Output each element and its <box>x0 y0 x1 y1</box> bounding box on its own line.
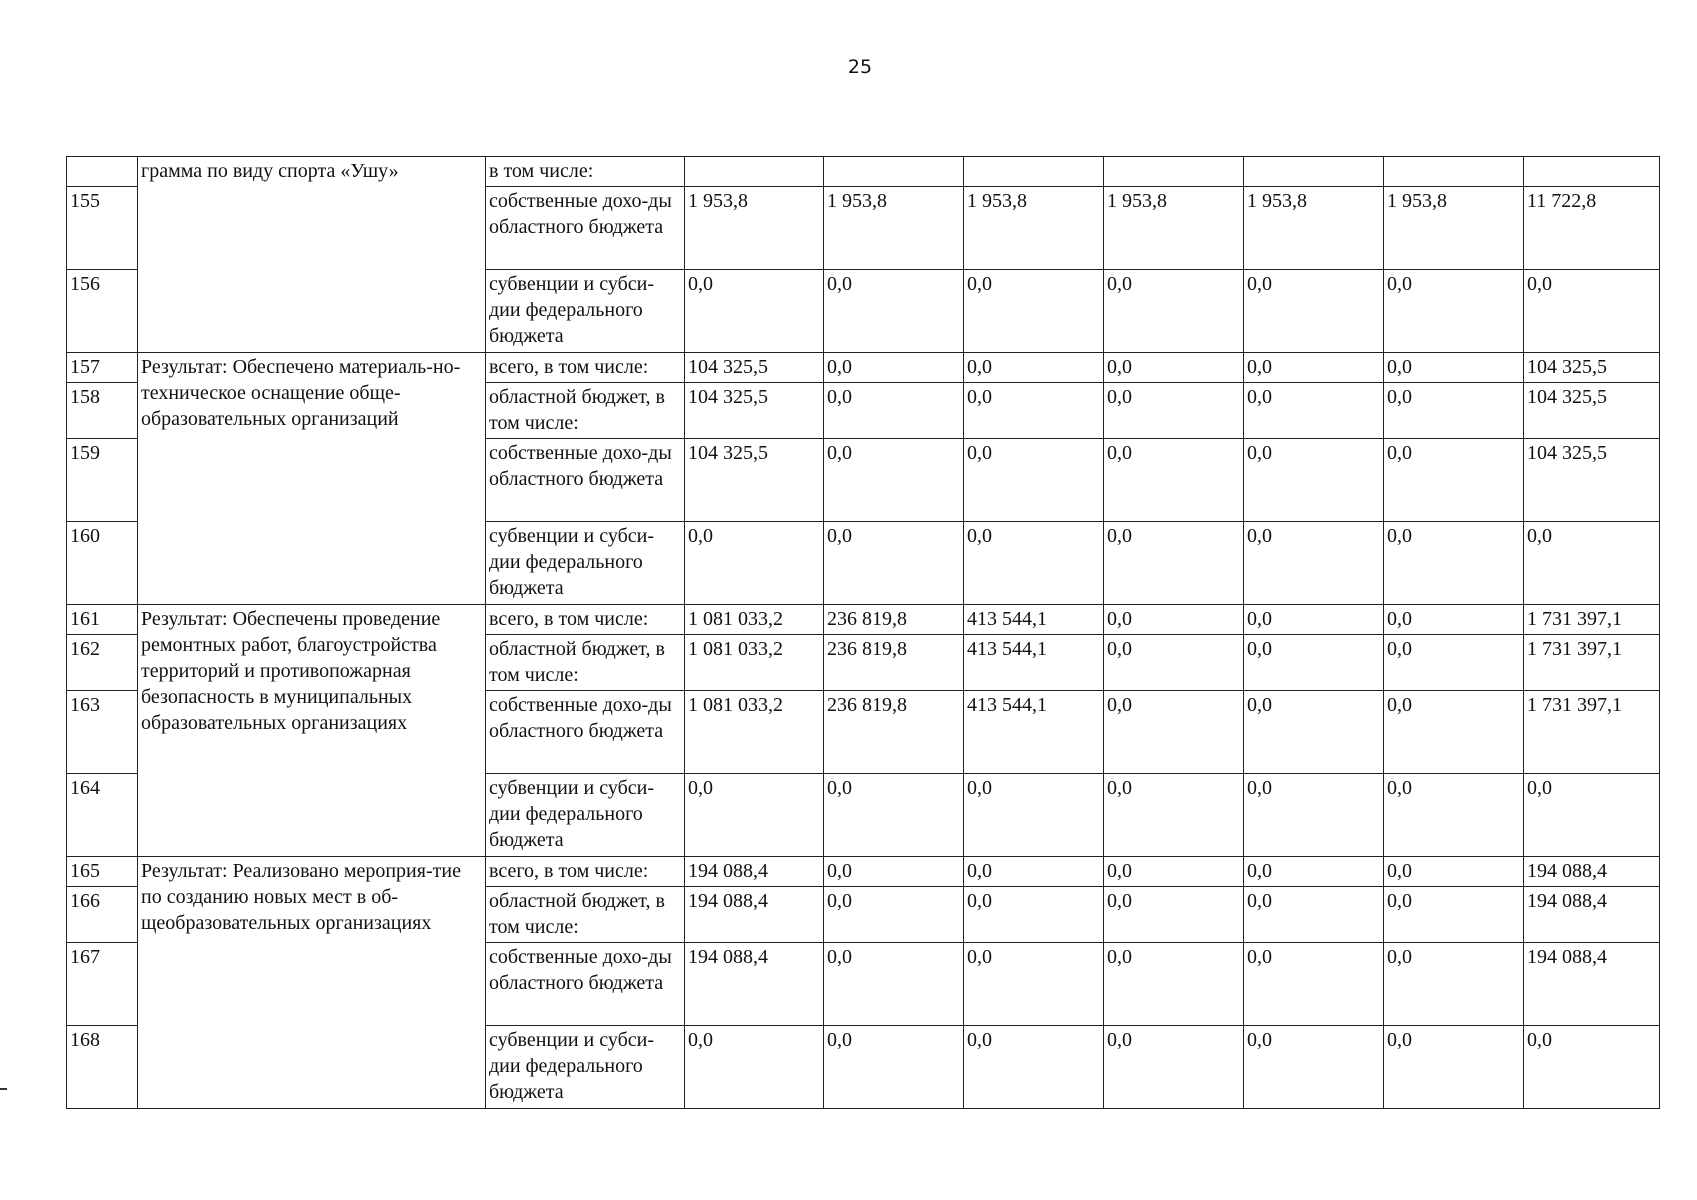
amount-cell: 0,0 <box>1104 691 1244 774</box>
total-amount-cell: 1 731 397,1 <box>1524 635 1660 691</box>
amount-cell: 0,0 <box>1384 353 1524 383</box>
row-number-cell: 164 <box>67 774 138 857</box>
amount-cell <box>964 157 1104 187</box>
amount-cell: 0,0 <box>685 522 824 605</box>
funding-source-cell: собственные дохо-ды областного бюджета <box>486 691 685 774</box>
amount-cell: 0,0 <box>964 943 1104 1026</box>
total-amount-cell <box>1524 157 1660 187</box>
funding-source-cell: областной бюджет, в том числе: <box>486 383 685 439</box>
amount-cell: 0,0 <box>1384 605 1524 635</box>
table-row <box>67 353 1660 383</box>
amount-cell: 0,0 <box>1244 943 1384 1026</box>
amount-cell <box>1244 157 1384 187</box>
amount-cell: 0,0 <box>964 383 1104 439</box>
row-number-cell: 161 <box>67 605 138 635</box>
row-number-cell: 166 <box>67 887 138 943</box>
total-amount-cell: 194 088,4 <box>1524 887 1660 943</box>
funding-source-cell: субвенции и субси-дии федерального бюджета <box>486 1026 685 1109</box>
amount-cell: 413 544,1 <box>964 691 1104 774</box>
amount-cell: 0,0 <box>824 857 964 887</box>
total-amount-cell: 104 325,5 <box>1524 353 1660 383</box>
amount-cell: 0,0 <box>1104 887 1244 943</box>
amount-cell: 1 081 033,2 <box>685 691 824 774</box>
table-row <box>67 605 1660 635</box>
amount-cell: 0,0 <box>1384 774 1524 857</box>
total-amount-cell: 0,0 <box>1524 774 1660 857</box>
amount-cell: 0,0 <box>1244 605 1384 635</box>
amount-cell: 0,0 <box>1384 635 1524 691</box>
amount-cell: 413 544,1 <box>964 605 1104 635</box>
amount-cell: 0,0 <box>1384 1026 1524 1109</box>
amount-cell: 0,0 <box>964 857 1104 887</box>
amount-cell: 0,0 <box>1244 439 1384 522</box>
amount-cell: 0,0 <box>1384 691 1524 774</box>
amount-cell: 0,0 <box>1384 439 1524 522</box>
row-number-cell: 163 <box>67 691 138 774</box>
row-number-cell: 157 <box>67 353 138 383</box>
amount-cell: 0,0 <box>685 1026 824 1109</box>
amount-cell: 0,0 <box>1104 353 1244 383</box>
amount-cell: 1 953,8 <box>1244 187 1384 270</box>
row-number-cell <box>67 157 138 187</box>
amount-cell: 0,0 <box>824 774 964 857</box>
total-amount-cell: 11 722,8 <box>1524 187 1660 270</box>
amount-cell <box>1104 157 1244 187</box>
amount-cell: 0,0 <box>1244 353 1384 383</box>
amount-cell: 0,0 <box>1244 774 1384 857</box>
amount-cell: 194 088,4 <box>685 857 824 887</box>
amount-cell: 0,0 <box>1104 857 1244 887</box>
amount-cell: 0,0 <box>1384 383 1524 439</box>
amount-cell: 0,0 <box>685 774 824 857</box>
amount-cell: 194 088,4 <box>685 887 824 943</box>
amount-cell: 0,0 <box>1384 943 1524 1026</box>
amount-cell: 0,0 <box>1244 887 1384 943</box>
amount-cell: 0,0 <box>1384 270 1524 353</box>
amount-cell: 104 325,5 <box>685 383 824 439</box>
amount-cell: 236 819,8 <box>824 635 964 691</box>
amount-cell: 0,0 <box>1244 383 1384 439</box>
funding-source-cell: областной бюджет, в том числе: <box>486 635 685 691</box>
amount-cell: 236 819,8 <box>824 691 964 774</box>
amount-cell: 413 544,1 <box>964 635 1104 691</box>
amount-cell: 0,0 <box>685 270 824 353</box>
amount-cell: 0,0 <box>1244 1026 1384 1109</box>
amount-cell: 0,0 <box>824 887 964 943</box>
result-description-cell: Результат: Обеспечено материаль-но-техническое оснащение обще-образовательных организаций <box>138 353 486 605</box>
amount-cell: 0,0 <box>1244 691 1384 774</box>
table-row <box>67 857 1660 887</box>
amount-cell: 0,0 <box>824 522 964 605</box>
amount-cell: 0,0 <box>964 1026 1104 1109</box>
amount-cell: 1 953,8 <box>1384 187 1524 270</box>
total-amount-cell: 1 731 397,1 <box>1524 691 1660 774</box>
page-number: 25 <box>847 56 873 78</box>
row-number-cell: 158 <box>67 383 138 439</box>
row-number-cell: 167 <box>67 943 138 1026</box>
total-amount-cell: 0,0 <box>1524 1026 1660 1109</box>
result-description-cell: грамма по виду спорта «Ушу» <box>138 157 486 353</box>
row-number-cell: 155 <box>67 187 138 270</box>
amount-cell: 0,0 <box>824 353 964 383</box>
budget-table <box>66 156 1660 1109</box>
amount-cell: 194 088,4 <box>685 943 824 1026</box>
row-number-cell: 156 <box>67 270 138 353</box>
total-amount-cell: 0,0 <box>1524 270 1660 353</box>
result-description-cell: Результат: Реализовано мероприя-тие по созданию новых мест в об-щеобразовательных организациях <box>138 857 486 1109</box>
amount-cell: 0,0 <box>1384 522 1524 605</box>
amount-cell: 0,0 <box>824 439 964 522</box>
amount-cell: 0,0 <box>1104 270 1244 353</box>
amount-cell: 0,0 <box>1244 857 1384 887</box>
amount-cell: 0,0 <box>964 270 1104 353</box>
amount-cell: 1 081 033,2 <box>685 605 824 635</box>
amount-cell: 0,0 <box>1384 887 1524 943</box>
amount-cell: 1 953,8 <box>964 187 1104 270</box>
amount-cell <box>824 157 964 187</box>
amount-cell: 0,0 <box>1104 1026 1244 1109</box>
amount-cell: 0,0 <box>1104 522 1244 605</box>
result-description-cell: Результат: Обеспечены проведение ремонтных работ, благоустройства территорий и противопожарная безопасность в муниципальных образовательных организациях <box>138 605 486 857</box>
amount-cell: 0,0 <box>1104 383 1244 439</box>
table-body <box>67 157 1660 1109</box>
total-amount-cell: 194 088,4 <box>1524 943 1660 1026</box>
amount-cell: 0,0 <box>964 439 1104 522</box>
amount-cell: 1 953,8 <box>685 187 824 270</box>
table-row <box>67 157 1660 187</box>
funding-source-cell: в том числе: <box>486 157 685 187</box>
amount-cell: 0,0 <box>1244 635 1384 691</box>
funding-source-cell: всего, в том числе: <box>486 857 685 887</box>
amount-cell: 0,0 <box>1244 522 1384 605</box>
total-amount-cell: 104 325,5 <box>1524 383 1660 439</box>
amount-cell <box>685 157 824 187</box>
amount-cell: 0,0 <box>964 774 1104 857</box>
amount-cell: 1 081 033,2 <box>685 635 824 691</box>
amount-cell: 1 953,8 <box>824 187 964 270</box>
amount-cell: 0,0 <box>1104 774 1244 857</box>
amount-cell: 1 953,8 <box>1104 187 1244 270</box>
amount-cell: 0,0 <box>824 383 964 439</box>
amount-cell: 0,0 <box>1104 943 1244 1026</box>
amount-cell: 0,0 <box>1104 605 1244 635</box>
amount-cell: 0,0 <box>964 353 1104 383</box>
amount-cell: 104 325,5 <box>685 353 824 383</box>
funding-source-cell: собственные дохо-ды областного бюджета <box>486 187 685 270</box>
funding-source-cell: субвенции и субси-дии федерального бюджета <box>486 522 685 605</box>
amount-cell: 104 325,5 <box>685 439 824 522</box>
amount-cell: 0,0 <box>964 887 1104 943</box>
amount-cell: 0,0 <box>1104 635 1244 691</box>
amount-cell: 0,0 <box>824 1026 964 1109</box>
funding-source-cell: собственные дохо-ды областного бюджета <box>486 439 685 522</box>
funding-source-cell: собственные дохо-ды областного бюджета <box>486 943 685 1026</box>
funding-source-cell: субвенции и субси-дии федерального бюджета <box>486 774 685 857</box>
amount-cell <box>1384 157 1524 187</box>
row-number-cell: 159 <box>67 439 138 522</box>
row-number-cell: 160 <box>67 522 138 605</box>
margin-mark <box>0 1088 7 1090</box>
total-amount-cell: 1 731 397,1 <box>1524 605 1660 635</box>
funding-source-cell: областной бюджет, в том числе: <box>486 887 685 943</box>
amount-cell: 0,0 <box>824 943 964 1026</box>
funding-source-cell: субвенции и субси-дии федерального бюджета <box>486 270 685 353</box>
row-number-cell: 162 <box>67 635 138 691</box>
row-number-cell: 168 <box>67 1026 138 1109</box>
amount-cell: 0,0 <box>964 522 1104 605</box>
total-amount-cell: 104 325,5 <box>1524 439 1660 522</box>
row-number-cell: 165 <box>67 857 138 887</box>
total-amount-cell: 0,0 <box>1524 522 1660 605</box>
amount-cell: 0,0 <box>824 270 964 353</box>
amount-cell: 236 819,8 <box>824 605 964 635</box>
funding-source-cell: всего, в том числе: <box>486 605 685 635</box>
amount-cell: 0,0 <box>1384 857 1524 887</box>
amount-cell: 0,0 <box>1104 439 1244 522</box>
funding-source-cell: всего, в том числе: <box>486 353 685 383</box>
total-amount-cell: 194 088,4 <box>1524 857 1660 887</box>
amount-cell: 0,0 <box>1244 270 1384 353</box>
